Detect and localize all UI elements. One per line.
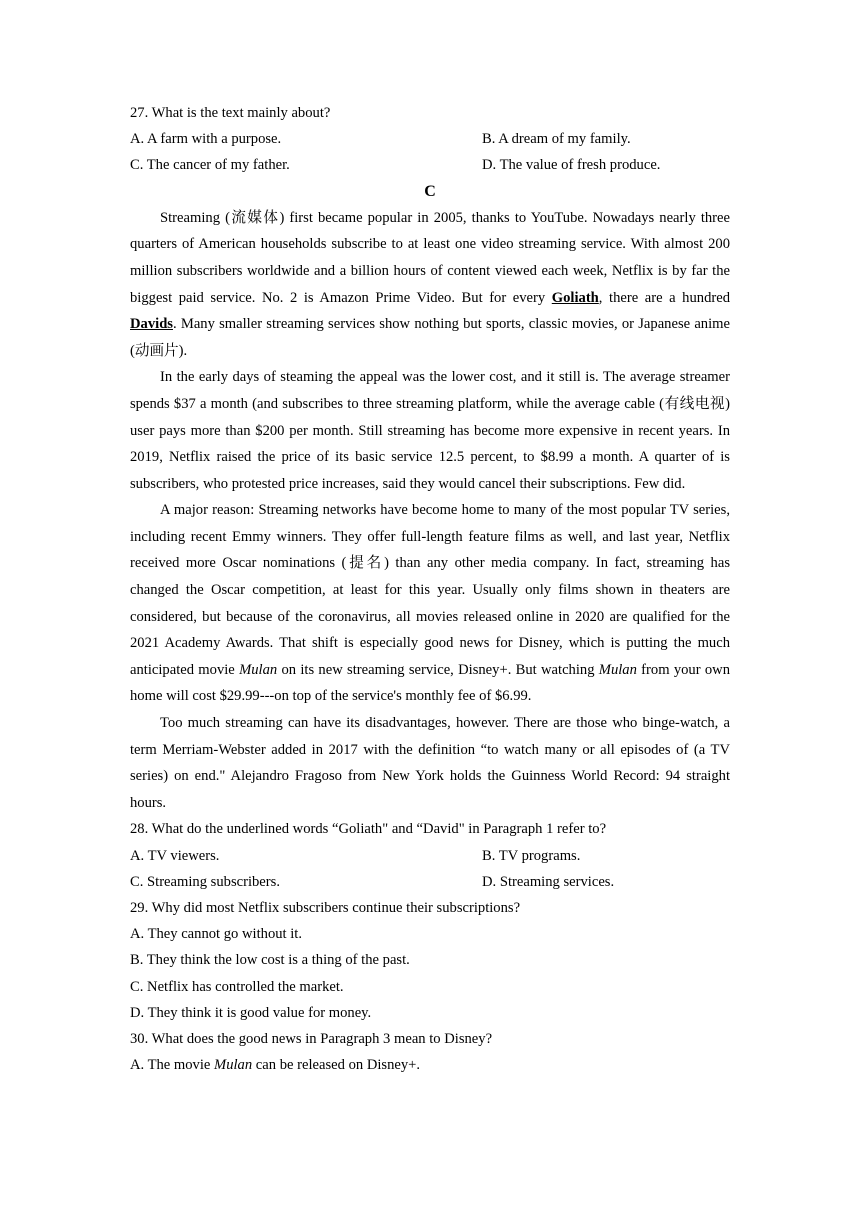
movie-title: Mulan xyxy=(214,1057,253,1074)
options-row xyxy=(130,152,730,178)
options-row xyxy=(130,869,730,895)
option-28-c: C. Streaming subscribers. xyxy=(130,873,280,890)
options-row xyxy=(130,126,730,152)
underlined-goliath: Goliath xyxy=(551,289,599,306)
underlined-davids: Davids xyxy=(130,316,173,333)
paragraph-text: from your own home will cost $29.99---on top of the service's monthly fee of $6.99. xyxy=(130,661,730,705)
movie-title: Mulan xyxy=(598,661,637,678)
options-row xyxy=(130,843,730,869)
option-29-b: B. They think the low cost is a thing of the past. xyxy=(130,952,410,969)
paragraph-text: on its new streaming service, Disney+. But watching xyxy=(277,661,599,678)
paragraph-3 xyxy=(130,497,730,710)
paragraph-text: , there are a hundred xyxy=(598,289,730,306)
question-28: 28. What do the underlined words “Goliath" and “David" in Paragraph 1 refer to? xyxy=(130,821,607,838)
paragraph-text: . Many smaller streaming services show nothing but sports, classic movies, or Japanese anime (动画片). xyxy=(130,316,730,359)
movie-title: Mulan xyxy=(239,661,278,678)
paragraph-text: A major reason: Streaming networks have become home to many of the most popular TV series, including recent Emmy winners. They offer full-length feature films as well, and last year, Netflix received more Oscar nominations (提名) than any other media company. In fact, streaming has changed the Oscar competition, at least for this year. Usually only films shown in theaters are considered, but because of the coronavirus, all movies released online in 2020 are qualified for the 2021 Academy Awards. That shift is especially good news for Disney, which is putting the much anticipated movie xyxy=(130,502,730,678)
section-title: C xyxy=(424,182,436,200)
passage xyxy=(130,205,730,817)
option-28-a: A. TV viewers. xyxy=(130,847,220,864)
option-29-d: D. They think it is good value for money. xyxy=(130,1004,372,1021)
question-30: 30. What does the good news in Paragraph 3 mean to Disney? xyxy=(130,1030,493,1047)
option-27-d: D. The value of fresh produce. xyxy=(482,157,661,174)
option-text: can be released on Disney+. xyxy=(252,1057,421,1074)
option-28-b: B. TV programs. xyxy=(482,847,581,864)
option-29-a: A. They cannot go without it. xyxy=(130,926,302,943)
question-29: 29. Why did most Netflix subscribers continue their subscriptions? xyxy=(130,899,521,916)
paragraph-1 xyxy=(130,205,730,365)
option-29-c: C. Netflix has controlled the market. xyxy=(130,978,344,995)
option-27-c: C. The cancer of my father. xyxy=(130,157,290,174)
option-28-d: D. Streaming services. xyxy=(482,873,615,890)
option-27-b: B. A dream of my family. xyxy=(482,131,631,148)
paragraph-text: Streaming (流媒体) first became popular in 2005, thanks to YouTube. Nowadays nearly three quarters of American households subscribe to at least one video streaming service. With almost 200 million subscribers worldwide and a billion hours of content viewed each week, Netflix is by far the biggest paid service. No. 2 is Amazon Prime Video. But for every xyxy=(130,209,730,306)
paragraph-2: In the early days of steaming the appeal was the lower cost, and it still is. The average streamer spends $37 a month (and subscribes to three streaming platform, while the average cable (有线电视) user pays more than $200 per month. Still streaming has become more expensive in recent years. In 2019, Netflix raised the price of its basic service 12.5 percent, to $8.99 a month. A quarter of is subscribers, who protested price increases, said they would cancel their subscriptions. Few did. xyxy=(130,369,730,492)
document-content xyxy=(130,100,730,1078)
option-text: A. The movie xyxy=(130,1057,215,1074)
paragraph-4: Too much streaming can have its disadvantages, however. There are those who binge-watch, a term Merriam-Webster added in 2017 with the definition “to watch many or all episodes of (a TV series) on end." Alejandro Fragoso from New York holds the Guinness World Record: 94 straight hours. xyxy=(130,715,730,811)
option-30-a xyxy=(130,1052,730,1078)
option-27-a: A. A farm with a purpose. xyxy=(130,131,282,148)
question-27: 27. What is the text mainly about? xyxy=(130,105,331,121)
